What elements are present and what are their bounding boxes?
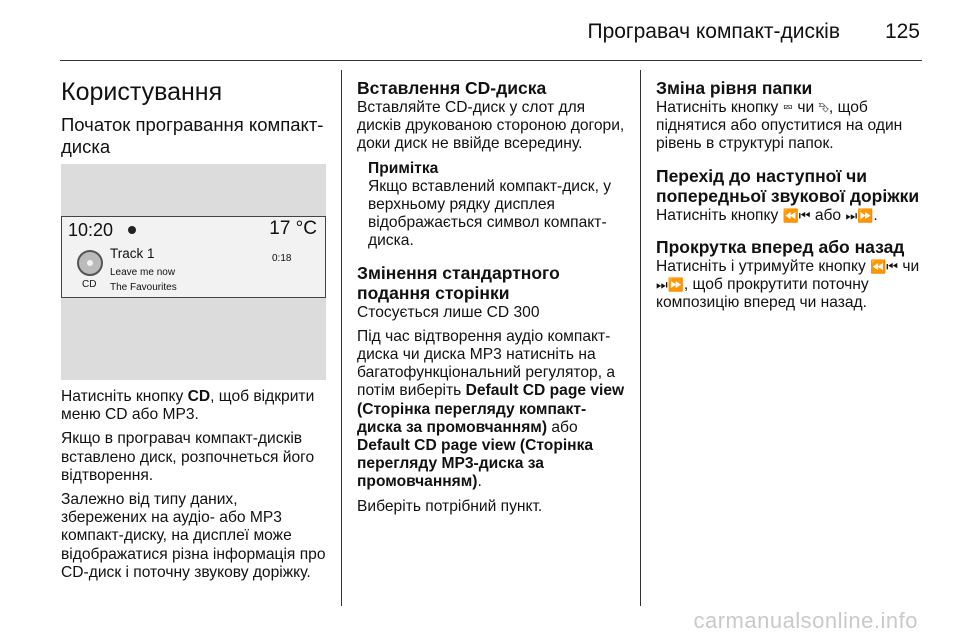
paragraph: Залежно від типу даних, збережених на аудіо- або MP3 компакт-диску, на дисплеї може відображатися різна інформація про CD-диск і поточну звукову доріжку. (61, 491, 326, 581)
column-divider-1 (341, 70, 342, 606)
source-label: CD (82, 279, 97, 290)
paragraph: Натисніть кнопку CD, щоб відкрити меню CD або MP3. (61, 388, 315, 424)
previous-track-icon: ⏪⏮ (782, 207, 811, 223)
column-1 (61, 66, 326, 588)
paragraph: Натисніть кнопку ⮹ чи ⮷, щоб піднятися або опуститися на один рівень в структурі папок. (656, 99, 903, 153)
paragraph: Вставляйте CD-диск у слот для дисків друкованою стороною догори, доки диск не ввійде всередину. (357, 99, 625, 153)
disc-icon (77, 250, 103, 276)
fast-forward-icon: ⏭⏩ (656, 277, 684, 293)
clock-time: 10:20 (68, 220, 114, 240)
next-track-icon: ⏭⏩ (845, 207, 874, 223)
section-heading: Змінення стандартного подання сторінки (357, 262, 560, 303)
column-2 (357, 66, 625, 522)
paragraph: Натисніть кнопку ⏪⏮ або ⏭⏩. (656, 206, 878, 224)
paragraph: Стосується лише CD 300 (357, 303, 540, 321)
cd-indicator-icon (128, 226, 136, 234)
paragraph: Виберіть потрібний пункт. (357, 497, 543, 515)
section-heading: Перехід до наступної чи попередньої звукової доріжки (656, 165, 920, 206)
folder-down-icon: ⮷ (818, 100, 829, 115)
running-title: Програвач компакт-дисків (587, 20, 840, 43)
page-number: 125 (884, 20, 920, 43)
rewind-icon: ⏪⏮ (870, 258, 898, 274)
folder-up-icon: ⮹ (782, 100, 793, 115)
watermark: carmanualsonline.info (693, 608, 918, 633)
display-screen (61, 216, 326, 298)
paragraph: Натисніть і утримуйте кнопку ⏪⏮ чи ⏭⏩, щоб прокрутити поточну композицію вперед чи назад. (656, 257, 920, 312)
section-heading: Вставлення CD-диска (357, 78, 547, 98)
header-rule (60, 60, 922, 61)
subsection-heading: Початок програвання компакт-диска (61, 114, 324, 157)
track-title: Track 1 (110, 246, 155, 261)
note-box (368, 160, 625, 251)
note-text: Якщо вставлений компакт-диск, у верхньому рядку дисплея відображається символ компакт-диска. (368, 177, 612, 250)
note-title: Примітка (368, 159, 439, 177)
track-album: The Favourites (110, 282, 177, 293)
track-artist: Leave me now (110, 267, 176, 278)
paragraph: Під час відтворення аудіо компакт-диска чи диска MP3 натисніть на багатофункціональний регулятор, а потім виберіть Default CD page view (Сторінка перегляду компакт-диска за промовчанням) або Default CD page view (Сторінка перегляду MP3-диска за промовчанням). (357, 327, 625, 491)
page-header (0, 0, 960, 60)
display-figure (61, 164, 326, 380)
section-heading: Користування (61, 78, 223, 106)
column-divider-2 (640, 70, 641, 606)
section-heading: Зміна рівня папки (656, 78, 813, 98)
elapsed-time: 0:18 (272, 253, 292, 264)
column-3 (656, 66, 924, 318)
temperature: 17 °C (269, 218, 317, 239)
section-heading: Прокрутка вперед або назад (656, 236, 905, 257)
paragraph: Якщо в програвач компакт-дисків вставлено диск, розпочнеться його відтворення. (61, 430, 315, 484)
